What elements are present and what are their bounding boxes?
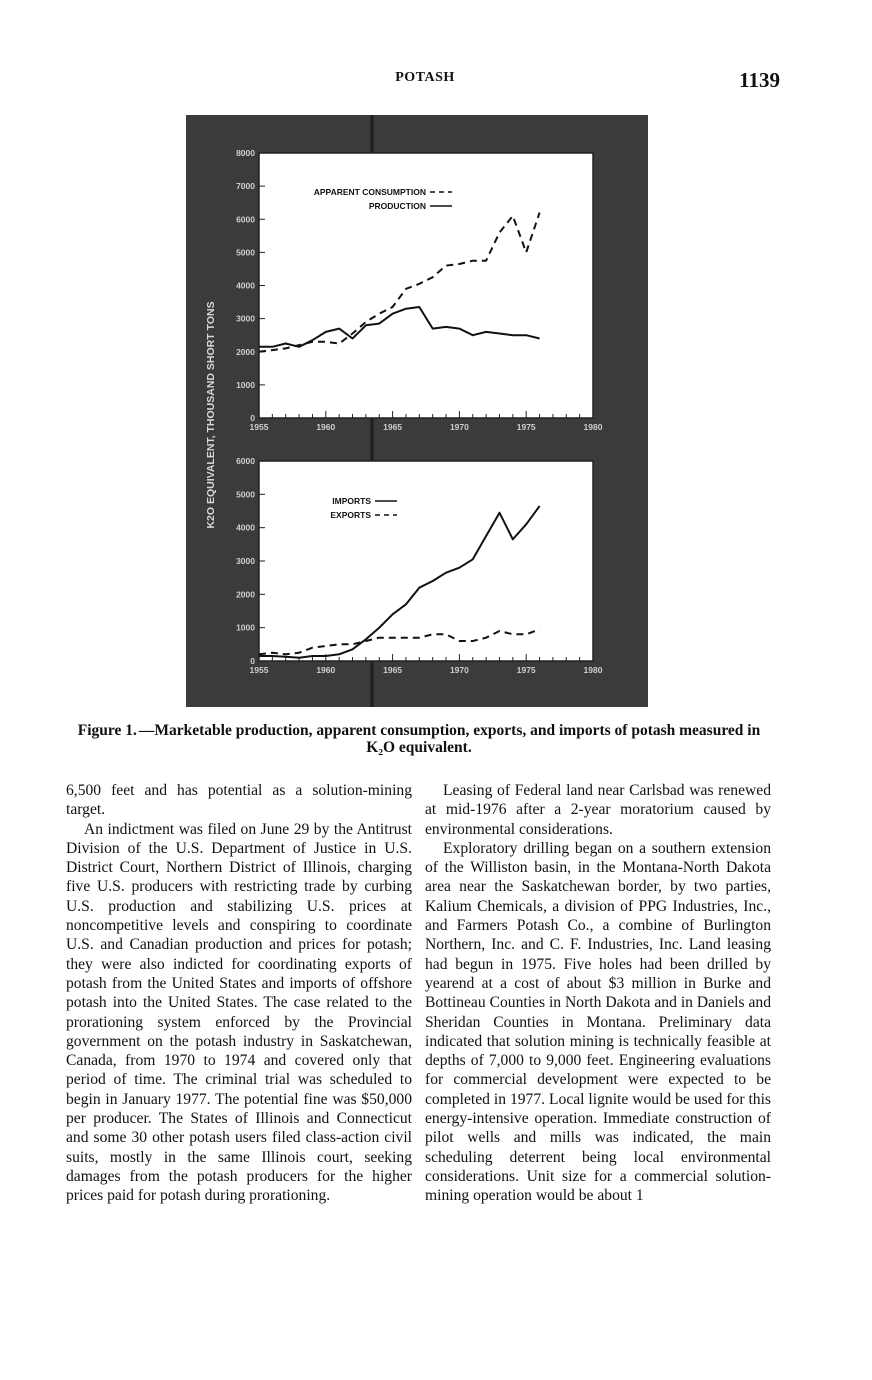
bottom-x-tick-label: 1970 bbox=[449, 665, 469, 675]
top-x-tick-label: 1980 bbox=[583, 422, 603, 432]
top-y-tick-label: 8000 bbox=[236, 148, 255, 158]
bottom-y-tick-label: 2000 bbox=[236, 589, 255, 600]
figure-caption bbox=[66, 722, 772, 756]
bottom-y-tick-label: 1000 bbox=[236, 622, 255, 633]
top-y-tick-label: 6000 bbox=[236, 214, 255, 225]
top-legend-label: APPARENT CONSUMPTION bbox=[313, 187, 426, 197]
bottom-y-tick-label: 6000 bbox=[236, 456, 255, 466]
top-y-tick-label: 3000 bbox=[236, 313, 255, 324]
top-x-tick-label: 1970 bbox=[449, 422, 469, 432]
top-chart bbox=[236, 148, 603, 432]
figure-charts bbox=[186, 115, 648, 707]
top-x-tick-label: 1955 bbox=[249, 422, 269, 432]
bottom-x-tick-label: 1980 bbox=[583, 665, 603, 675]
figure-caption-text: —Marketable production, apparent consumption, exports, and imports of potash measured in K₂O equivalent. bbox=[138, 722, 761, 756]
bottom-y-tick-label: 0 bbox=[250, 656, 255, 666]
bottom-y-tick-label: 4000 bbox=[236, 522, 255, 533]
bottom-y-tick-label: 3000 bbox=[236, 556, 255, 566]
bottom-y-tick-label: 5000 bbox=[236, 489, 255, 500]
bottom-legend-label: EXPORTS bbox=[330, 510, 371, 520]
left-paragraph-2: An indictment was filed on June 29 by the Antitrust Division of the U.S. Department of Justice in U.S. District Court, Northern District of Illinois, charging five U.S. producers with restricting trade by curbing U.S. production and stabilizing U.S. prices at noncompetitive levels and conspiring to coordinate U.S. and Canadian production and prices for potash; they were also indicted for coordinating exports of potash from the United States and imports of offshore potash into the United States. The case related to the prorationing system enforced by the Provincial government on the potash industry in Saskatchewan, Canada, from 1970 to 1974 and covered only that period of time. The criminal trial was scheduled to begin in January 1977. The potential fine was $50,000 per producer. The States of Illinois and Connecticut and some 30 other potash users filed class-action civil suits, mostly in the same Illinois court, seeking damages from the potash producers for the higher prices paid for potash during prorationing. bbox=[66, 820, 412, 1205]
bottom-x-tick-label: 1965 bbox=[383, 665, 403, 675]
page-number: 1139 bbox=[739, 68, 780, 92]
figure-label: Figure 1. bbox=[77, 722, 137, 739]
bottom-x-tick-label: 1960 bbox=[316, 665, 336, 675]
top-x-tick-label: 1960 bbox=[316, 422, 336, 432]
right-column bbox=[425, 781, 771, 1206]
right-paragraph-1: Leasing of Federal land near Carlsbad was renewed at mid-1976 after a 2-year moratorium caused by environmental considerations. bbox=[425, 782, 771, 838]
top-y-tick-label: 5000 bbox=[236, 247, 255, 258]
top-y-tick-label: 1000 bbox=[236, 379, 255, 390]
top-legend-label: PRODUCTION bbox=[368, 201, 426, 211]
right-paragraph-2: Exploratory drilling began on a southern extension of the Williston basin, in the Montana-North Dakota area near the Saskatchewan border, by two parties, Kalium Chemicals, a division of PPG Industries, Inc., and Farmers Potash Co., a combine of Burlington Northern, Inc. and C. F. Industries, Inc. Land leasing had begun in 1975. Five holes had been drilled by yearend at a cost of about $3 million in Burke and Bottineau Counties in North Dakota and in Daniels and Sheridan Counties in Montana. Preliminary data indicated that solution mining is technically feasible at depths of 7,000 to 9,000 feet. Engineering evaluations for commercial development were expected to be completed in 1977. Local lignite would be used for this energy-intensive operation. Immediate construction of pilot wells and mills was indicated, the main scheduling deterrent being local environmental considerations. Unit size for a commercial solution-mining operation would be about 1 bbox=[425, 839, 771, 1205]
top-y-tick-label: 0 bbox=[250, 413, 255, 423]
top-chart-plot-area bbox=[259, 153, 593, 418]
bottom-chart bbox=[236, 456, 603, 675]
bottom-x-tick-label: 1975 bbox=[516, 665, 536, 675]
top-y-tick-label: 4000 bbox=[236, 280, 255, 291]
bottom-x-tick-label: 1955 bbox=[249, 665, 269, 675]
left-column bbox=[66, 781, 412, 1206]
top-x-tick-label: 1975 bbox=[516, 422, 536, 432]
left-paragraph-1: 6,500 feet and has potential as a solution-mining target. bbox=[66, 782, 412, 819]
figure-panel bbox=[186, 115, 648, 707]
bottom-legend-label: IMPORTS bbox=[332, 496, 371, 506]
y-axis-title: K2O EQUIVALENT, THOUSAND SHORT TONS bbox=[205, 301, 217, 529]
running-header: POTASH bbox=[395, 70, 455, 85]
bottom-chart-plot-area bbox=[259, 461, 593, 661]
top-y-tick-label: 7000 bbox=[236, 181, 255, 192]
top-x-tick-label: 1965 bbox=[383, 422, 403, 432]
top-y-tick-label: 2000 bbox=[236, 346, 255, 357]
